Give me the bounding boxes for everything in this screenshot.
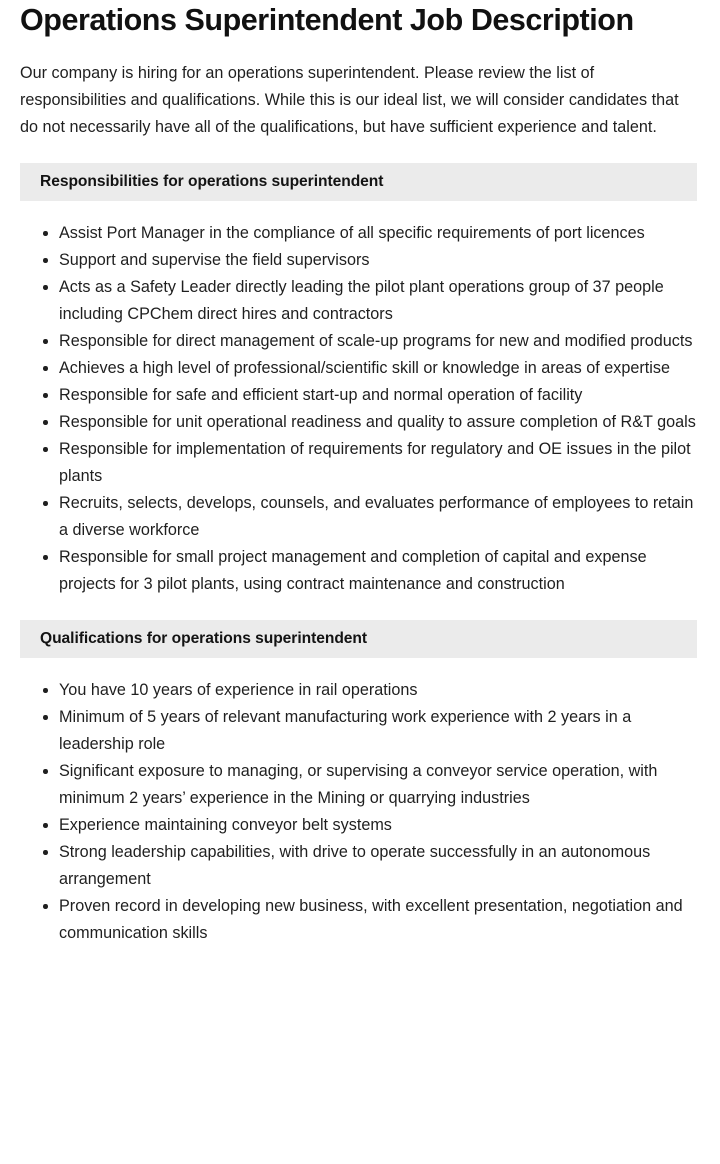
list-item-text: Assist Port Manager in the compliance of all specific requirements of port licences (59, 224, 645, 242)
list-item (0, 544, 720, 598)
bullet-icon (43, 366, 48, 371)
list-item (0, 677, 720, 704)
section-heading-label: Responsibilities for operations superintendent (40, 173, 384, 191)
section (0, 620, 720, 947)
list-item (0, 328, 720, 355)
bullet-icon (43, 823, 48, 828)
bullet-icon (43, 231, 48, 236)
list-item-text: Responsible for implementation of requirements for regulatory and OE issues in the pilot plants (59, 440, 691, 485)
bullet-list (0, 201, 720, 598)
list-item-text: Responsible for small project management and completion of capital and expense projects for 3 pilot plants, using contract maintenance and construction (59, 548, 647, 593)
bullet-icon (43, 769, 48, 774)
bullet-icon (43, 555, 48, 560)
bullet-icon (43, 339, 48, 344)
bullet-icon (43, 688, 48, 693)
list-item-text: Responsible for direct management of scale-up programs for new and modified products (59, 332, 693, 350)
bullet-icon (43, 850, 48, 855)
bullet-icon (43, 447, 48, 452)
list-item (0, 436, 720, 490)
bullet-list (0, 658, 720, 947)
bullet-icon (43, 715, 48, 720)
list-item-text: Minimum of 5 years of relevant manufacturing work experience with 2 years in a leadership role (59, 708, 632, 753)
bullet-icon (43, 904, 48, 909)
sections-container (0, 163, 720, 947)
bullet-icon (43, 285, 48, 290)
section-header (20, 620, 697, 658)
list-item-text: Achieves a high level of professional/scientific skill or knowledge in areas of expertise (59, 359, 670, 377)
list-item (0, 758, 720, 812)
list-item-text: Strong leadership capabilities, with drive to operate successfully in an autonomous arrangement (59, 843, 651, 888)
list-item-text: Responsible for unit operational readiness and quality to assure completion of R&T goals (59, 413, 696, 431)
bullet-icon (43, 420, 48, 425)
list-item-text: Acts as a Safety Leader directly leading the pilot plant operations group of 37 people including CPChem direct hires and contractors (59, 278, 664, 323)
section (0, 163, 720, 598)
intro-paragraph: Our company is hiring for an operations superintendent. Please review the list of responsibilities and qualifications. While this is our ideal list, we will consider candidates that do not necessarily have all of the qualifications, but have sufficient experience and talent. (20, 64, 679, 136)
section-heading-label: Qualifications for operations superintendent (40, 630, 368, 648)
list-item-text: Proven record in developing new business, with excellent presentation, negotiation and communication skills (59, 897, 683, 942)
list-item (0, 839, 720, 893)
list-item-text: Experience maintaining conveyor belt systems (59, 816, 392, 834)
section-header (20, 163, 697, 201)
list-item-text: Recruits, selects, develops, counsels, and evaluates performance of employees to retain a diverse workforce (59, 494, 694, 539)
list-item (0, 704, 720, 758)
list-item-text: Support and supervise the field supervisors (59, 251, 370, 269)
list-item (0, 247, 720, 274)
list-item (0, 812, 720, 839)
bullet-icon (43, 501, 48, 506)
bullet-icon (43, 393, 48, 398)
list-item (0, 274, 720, 328)
list-item (0, 893, 720, 947)
list-item (0, 382, 720, 409)
list-item-text: You have 10 years of experience in rail operations (59, 681, 418, 699)
list-item (0, 220, 720, 247)
list-item (0, 355, 720, 382)
list-item-text: Significant exposure to managing, or supervising a conveyor service operation, with minimum 2 years’ experience in the Mining or quarrying industries (59, 762, 658, 807)
list-item (0, 409, 720, 436)
page-title: Operations Superintendent Job Description (20, 3, 634, 37)
list-item-text: Responsible for safe and efficient start-up and normal operation of facility (59, 386, 583, 404)
bullet-icon (43, 258, 48, 263)
list-item (0, 490, 720, 544)
